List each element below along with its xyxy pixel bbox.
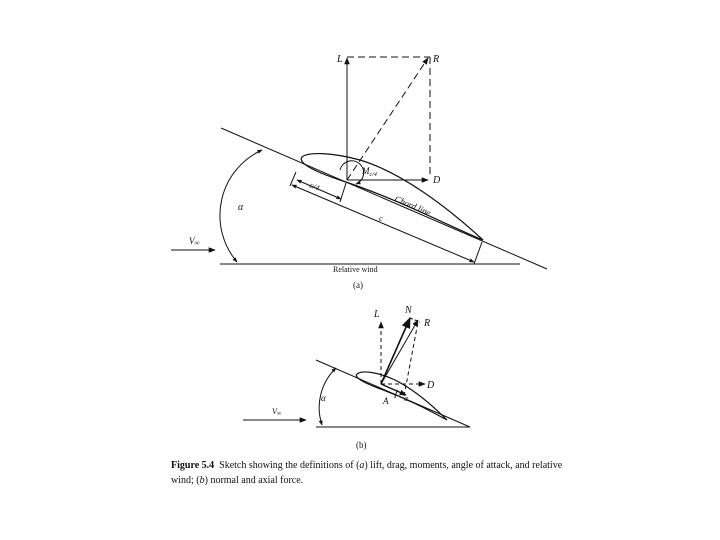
resultant-arrow — [347, 58, 428, 180]
sublabel-a: (a) — [353, 280, 363, 290]
moment-label-a: $M_{c/4}$ — [362, 166, 377, 178]
caption-text-2: ) lift, drag, moments, angle of attack, and relative wind; ( — [171, 460, 563, 486]
quarter-chord-label: c/4 — [308, 180, 321, 193]
drag-label-b: D — [427, 380, 435, 391]
alpha-label-b: α — [321, 393, 326, 403]
chord-line-label: Chord line — [393, 193, 433, 218]
alpha-label-a: α — [238, 202, 244, 213]
caption-text-3: ) normal and axial force. — [204, 475, 304, 486]
figure-caption — [171, 458, 571, 488]
normal-arrow-b — [381, 318, 410, 384]
normal-label-b: N — [405, 305, 412, 316]
resultant-label-a: R — [433, 54, 440, 65]
dashed-top-helper — [410, 318, 420, 322]
sublabel-b: (b) — [356, 440, 367, 450]
diagram-a — [171, 57, 547, 269]
figure-number: Figure 5.4 — [171, 460, 215, 471]
small-alpha-label-b: α — [404, 394, 409, 403]
freestream-label-a: V∞ — [189, 236, 200, 247]
dimension-tick-right — [474, 242, 482, 264]
caption-text-1: Sketch showing the definitions of ( — [219, 460, 360, 471]
chord-length-label: c — [379, 214, 383, 223]
resultant-label-b: R — [424, 318, 431, 329]
caption-b: b — [199, 475, 205, 486]
caption-a: a — [359, 460, 365, 471]
dimension-tick-quarter — [340, 183, 346, 202]
freestream-label-b: V∞ — [272, 407, 282, 417]
relative-wind-label: Relative wind — [333, 265, 378, 274]
lift-label-b: L — [374, 309, 380, 320]
axial-label-b: A — [383, 396, 389, 406]
drag-label-a: D — [433, 175, 441, 186]
chord-extension-line — [221, 128, 547, 269]
dimension-tick-left — [290, 172, 296, 186]
lift-label-a: L — [337, 54, 343, 65]
